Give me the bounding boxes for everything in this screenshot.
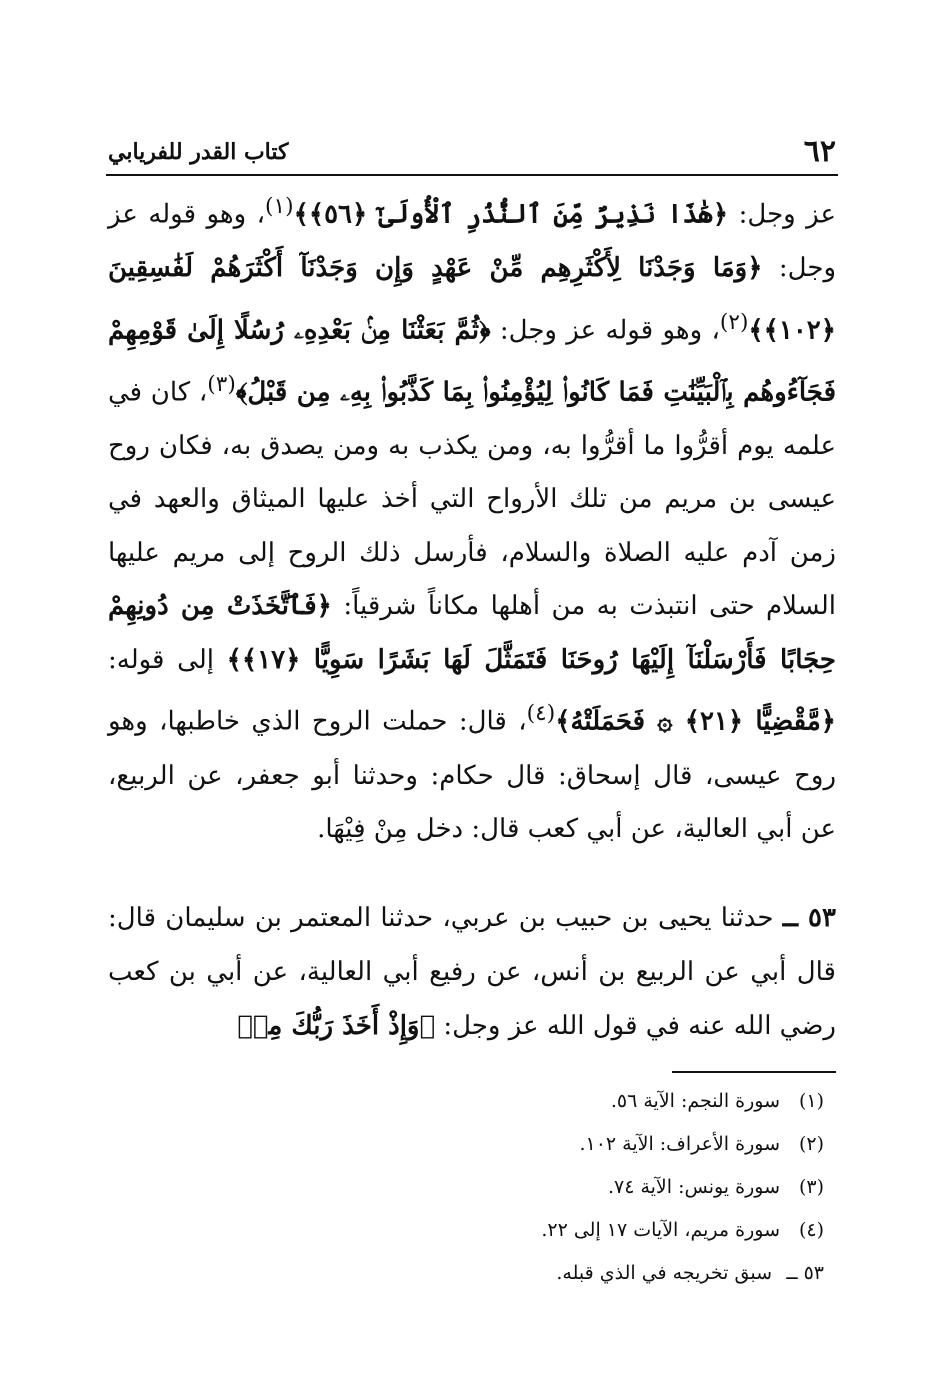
hadith-number: ٥٣ ــ bbox=[782, 903, 836, 933]
quran-verse: ﴿وَمَا وَجَدْنَا لِأَكْثَرِهِم مِّنْ عَهْدٍ وَإِن وَجَدْنَآ أَكْثَرَهُمْ لَفَٰسِقِينَ ﴿١٠٢﴾﴾ bbox=[108, 253, 837, 346]
footnote-marker: (١) bbox=[798, 1090, 824, 1112]
footnote-marker: (٣) bbox=[798, 1176, 824, 1198]
quran-verse: ﴿هَٰذَا نَذِيرٌ مِّنَ ٱلنُّذُرِ ٱلْأُولَىٰٓ ﴿٥٦﴾﴾ bbox=[293, 199, 729, 230]
body-text-segment: عز وجل: bbox=[728, 199, 837, 230]
footnote-divider bbox=[672, 1071, 836, 1073]
body-text-segment: ، كان في علمه يوم أقرُّوا ما أقرُّوا به، ومن يكذب به ومن يصدق به، فكان روح عيسى بن مريم من تلك الأرواح التي أخذ عليها الميثاق والعهد في زمن آدم عليه الصلاة والسلام، فأرسل ذلك الروح إلى مريم عليها السلام حتى انتبذت به من أهلها مكاناً شرقياً: bbox=[108, 377, 836, 622]
page-number: ٦٢ bbox=[803, 134, 836, 169]
footnote-item bbox=[224, 1123, 824, 1166]
body-text-segment: ، قال: حملت الروح الذي خاطبها، وهو روح عيسى، قال إسحاق: قال حكام: وحدثنا أبو جعفر، عن الربيع، عن أبي العالية، عن أبي كعب قال: دخل مِنْ فِيْهَا. bbox=[108, 707, 836, 845]
footnote-text: سورة يونس: الآية ٧٤. bbox=[607, 1176, 780, 1198]
footnote-ref: (٢) bbox=[719, 309, 749, 335]
footnote-item bbox=[224, 1166, 824, 1209]
footnote-text: سورة مريم، الآيات ١٧ إلى ٢٢. bbox=[541, 1219, 780, 1241]
footnote-marker: ٥٣ ــ bbox=[786, 1262, 824, 1284]
footnote-text: سورة النجم: الآية ٥٦. bbox=[610, 1090, 780, 1112]
footnote-ref: (١) bbox=[265, 194, 294, 219]
hadith-text: حدثنا يحيى بن حبيب بن عربي، حدثنا المعتمر بن سليمان قال: قال أبي عن الربيع بن أنس، عن رفيع أبي العالية، عن أبي بن كعب رضي الله عنه في قول الله عز وجل: bbox=[108, 903, 836, 1041]
footnote-marker: (٤) bbox=[798, 1219, 824, 1241]
footnote-ref: (٣) bbox=[207, 371, 236, 397]
main-paragraph bbox=[108, 180, 836, 857]
header-divider bbox=[106, 174, 838, 176]
hadith-53-paragraph bbox=[108, 891, 836, 1053]
footnote-marker: (٢) bbox=[798, 1133, 824, 1155]
body-text-segment: إلى قوله: bbox=[108, 644, 227, 675]
running-header bbox=[108, 128, 836, 172]
book-title: كتاب القدر للفريابي bbox=[108, 139, 289, 165]
footnote-item bbox=[224, 1252, 824, 1295]
quran-verse: ﴿وَإِذْ أَخَذَ رَبُّكَ مِنۢ bbox=[237, 1011, 436, 1041]
footnote-item bbox=[224, 1080, 824, 1123]
quran-verse: ﴿فَٱتَّخَذَتْ مِن دُونِهِمْ حِجَابًا فَأَرْسَلْنَآ إِلَيْهَا رُوحَنَا فَتَمَثَّلَ لَهَا بَشَرًا سَوِيًّا ﴿١٧﴾﴾ bbox=[108, 591, 836, 675]
footnotes bbox=[224, 1080, 824, 1295]
footnote-text: سورة الأعراف: الآية ١٠٢. bbox=[579, 1133, 780, 1155]
footnote-text: سبق تخريجه في الذي قبله. bbox=[556, 1262, 772, 1284]
body-text-segment: ، وهو قوله عز وجل: bbox=[108, 199, 837, 284]
quran-verse: ﴿مَّقْضِيًّا ﴿٢١﴾ ۞ فَحَمَلَتْهُ﴾ bbox=[555, 707, 836, 738]
quran-verse: ﴿ثُمَّ بَعَثْنَا مِنۢ بَعْدِهِۦ رُسُلًا إِلَىٰ قَوْمِهِمْ فَجَآءُوهُم بِٱلْبَيِّنَٰتِ فَمَا كَانُوا۟ لِيُؤْمِنُوا۟ بِمَا كَذَّبُوا۟ بِهِۦ مِن قَبْلُ﴾ bbox=[108, 315, 836, 408]
body-text-segment: ، وهو قوله عز وجل: bbox=[490, 315, 720, 346]
footnote-item bbox=[224, 1209, 824, 1252]
footnote-ref: (٤) bbox=[526, 701, 556, 727]
